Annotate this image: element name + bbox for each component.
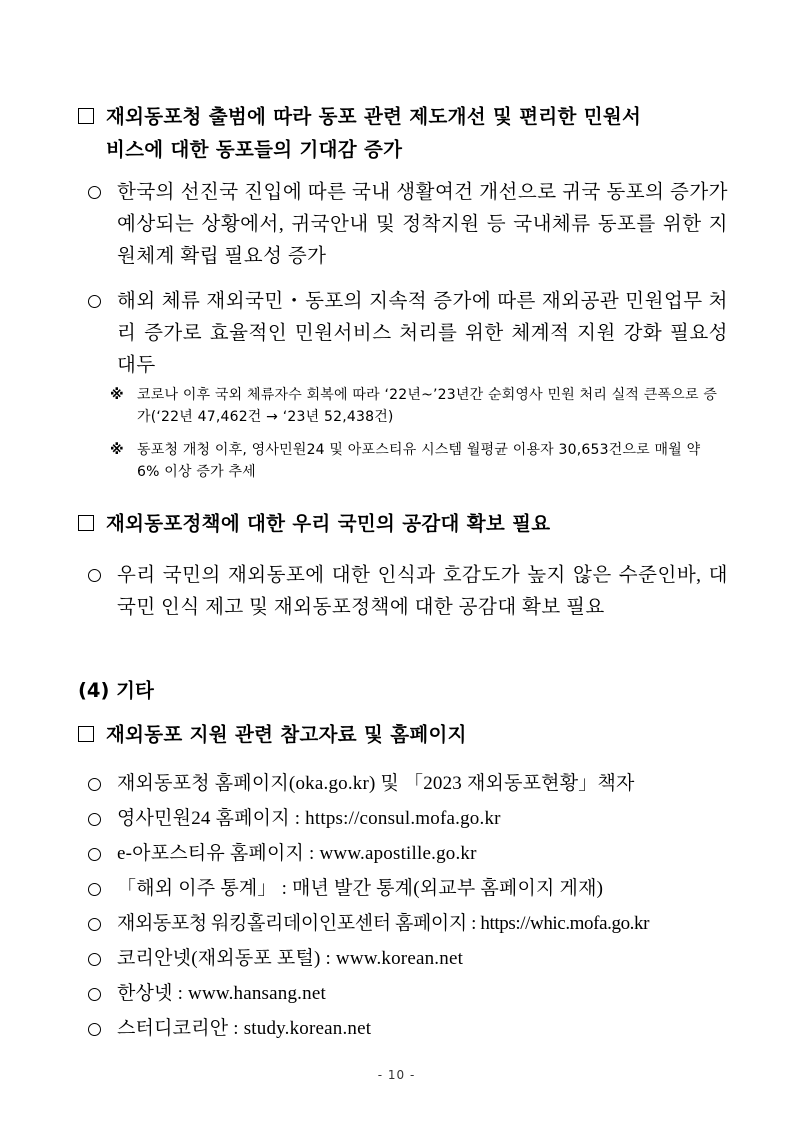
footnote-text: 코로나 이후 국외 체류자수 회복에 따라 ‘22년~’23년간 순회영사 민원 처리 실적 큰폭으로 증가(‘22년 47,462건 → ‘23년 52,438건) xyxy=(137,387,718,425)
reference-mark-icon: ※ xyxy=(110,442,124,458)
section-heading-civil-service xyxy=(78,100,738,166)
bullet-text: 한국의 선진국 진입에 따른 국내 생활여건 개선으로 귀국 동포의 증가가 예상되는 상황에서, 귀국안내 및 정착지원 등 국내체류 동포를 위한 지원체계 확립 필요성 증가 xyxy=(117,182,728,267)
circle-bullet-icon xyxy=(88,883,101,896)
list-item-text: 코리안넷(재외동포 포털) : www.korean.net xyxy=(117,948,464,969)
footnote-item xyxy=(110,439,718,483)
list-item-text: 영사민원24 홈페이지 : https://consul.mofa.go.kr xyxy=(117,808,501,829)
circle-bullet-icon xyxy=(88,813,101,826)
list-item xyxy=(88,839,738,874)
checkbox-square-icon xyxy=(78,108,94,124)
circle-bullet-icon xyxy=(88,953,101,966)
circle-bullet-icon xyxy=(88,295,101,308)
circle-bullet-icon xyxy=(88,186,101,199)
bullet-text: 해외 체류 재외국민・동포의 지속적 증가에 따른 재외공관 민원업무 처리 증가로 효율적인 민원서비스 처리를 위한 체계적 지원 강화 필요성 대두 xyxy=(117,291,728,376)
list-item xyxy=(88,944,738,979)
list-item xyxy=(88,979,738,1014)
bullet-item xyxy=(88,560,728,624)
section-heading-references xyxy=(78,718,738,751)
circle-bullet-icon xyxy=(88,988,101,1001)
list-item xyxy=(88,909,738,944)
list-item-text: 한상넷 : www.hansang.net xyxy=(117,983,326,1004)
circle-bullet-icon xyxy=(88,918,101,931)
list-item-text: e-아포스티유 홈페이지 : www.apostille.go.kr xyxy=(117,843,477,864)
heading-line: 재외동포 지원 관련 참고자료 및 홈페이지 xyxy=(106,723,467,746)
section-title: (4) 기타 xyxy=(78,679,154,702)
bullet-text: 우리 국민의 재외동포에 대한 인식과 호감도가 높지 않은 수준인바, 대국민 인식 제고 및 재외동포정책에 대한 공감대 확보 필요 xyxy=(117,565,728,618)
list-item xyxy=(88,804,738,839)
bullet-item xyxy=(88,177,728,273)
footnote-text: 동포청 개청 이후, 영사민원24 및 아포스티유 시스템 월평균 이용자 30,653건으로 매월 약 6% 이상 증가 추세 xyxy=(137,442,701,480)
list-item-text: 재외동포청 워킹홀리데이인포센터 홈페이지 : https://whic.mofa.go.kr xyxy=(117,913,650,934)
list-item xyxy=(88,874,738,909)
checkbox-square-icon xyxy=(78,515,94,531)
bullet-item xyxy=(88,286,728,382)
list-item-text: 재외동포청 홈페이지(oka.go.kr) 및 「2023 재외동포현황」책자 xyxy=(117,773,635,794)
heading-line: 비스에 대한 동포들의 기대감 증가 xyxy=(106,138,403,161)
list-item-text: 스터디코리안 : study.korean.net xyxy=(117,1018,372,1039)
footnote-item xyxy=(110,384,718,428)
heading-line: 재외동포정책에 대한 우리 국민의 공감대 확보 필요 xyxy=(106,512,551,535)
section-heading-public-consensus xyxy=(78,507,738,540)
circle-bullet-icon xyxy=(88,569,101,582)
list-item xyxy=(88,769,738,804)
list-item xyxy=(88,1014,738,1049)
page-number: - 10 - xyxy=(377,1068,416,1082)
circle-bullet-icon xyxy=(88,1023,101,1036)
reference-mark-icon: ※ xyxy=(110,387,124,403)
list-item-text: 「해외 이주 통계」 : 매년 발간 통계(외교부 홈페이지 게재) xyxy=(117,878,604,899)
circle-bullet-icon xyxy=(88,848,101,861)
checkbox-square-icon xyxy=(78,726,94,742)
circle-bullet-icon xyxy=(88,778,101,791)
heading-line: 재외동포청 출범에 따라 동포 관련 제도개선 및 편리한 민원서 xyxy=(106,105,642,128)
reference-list xyxy=(88,769,738,1049)
